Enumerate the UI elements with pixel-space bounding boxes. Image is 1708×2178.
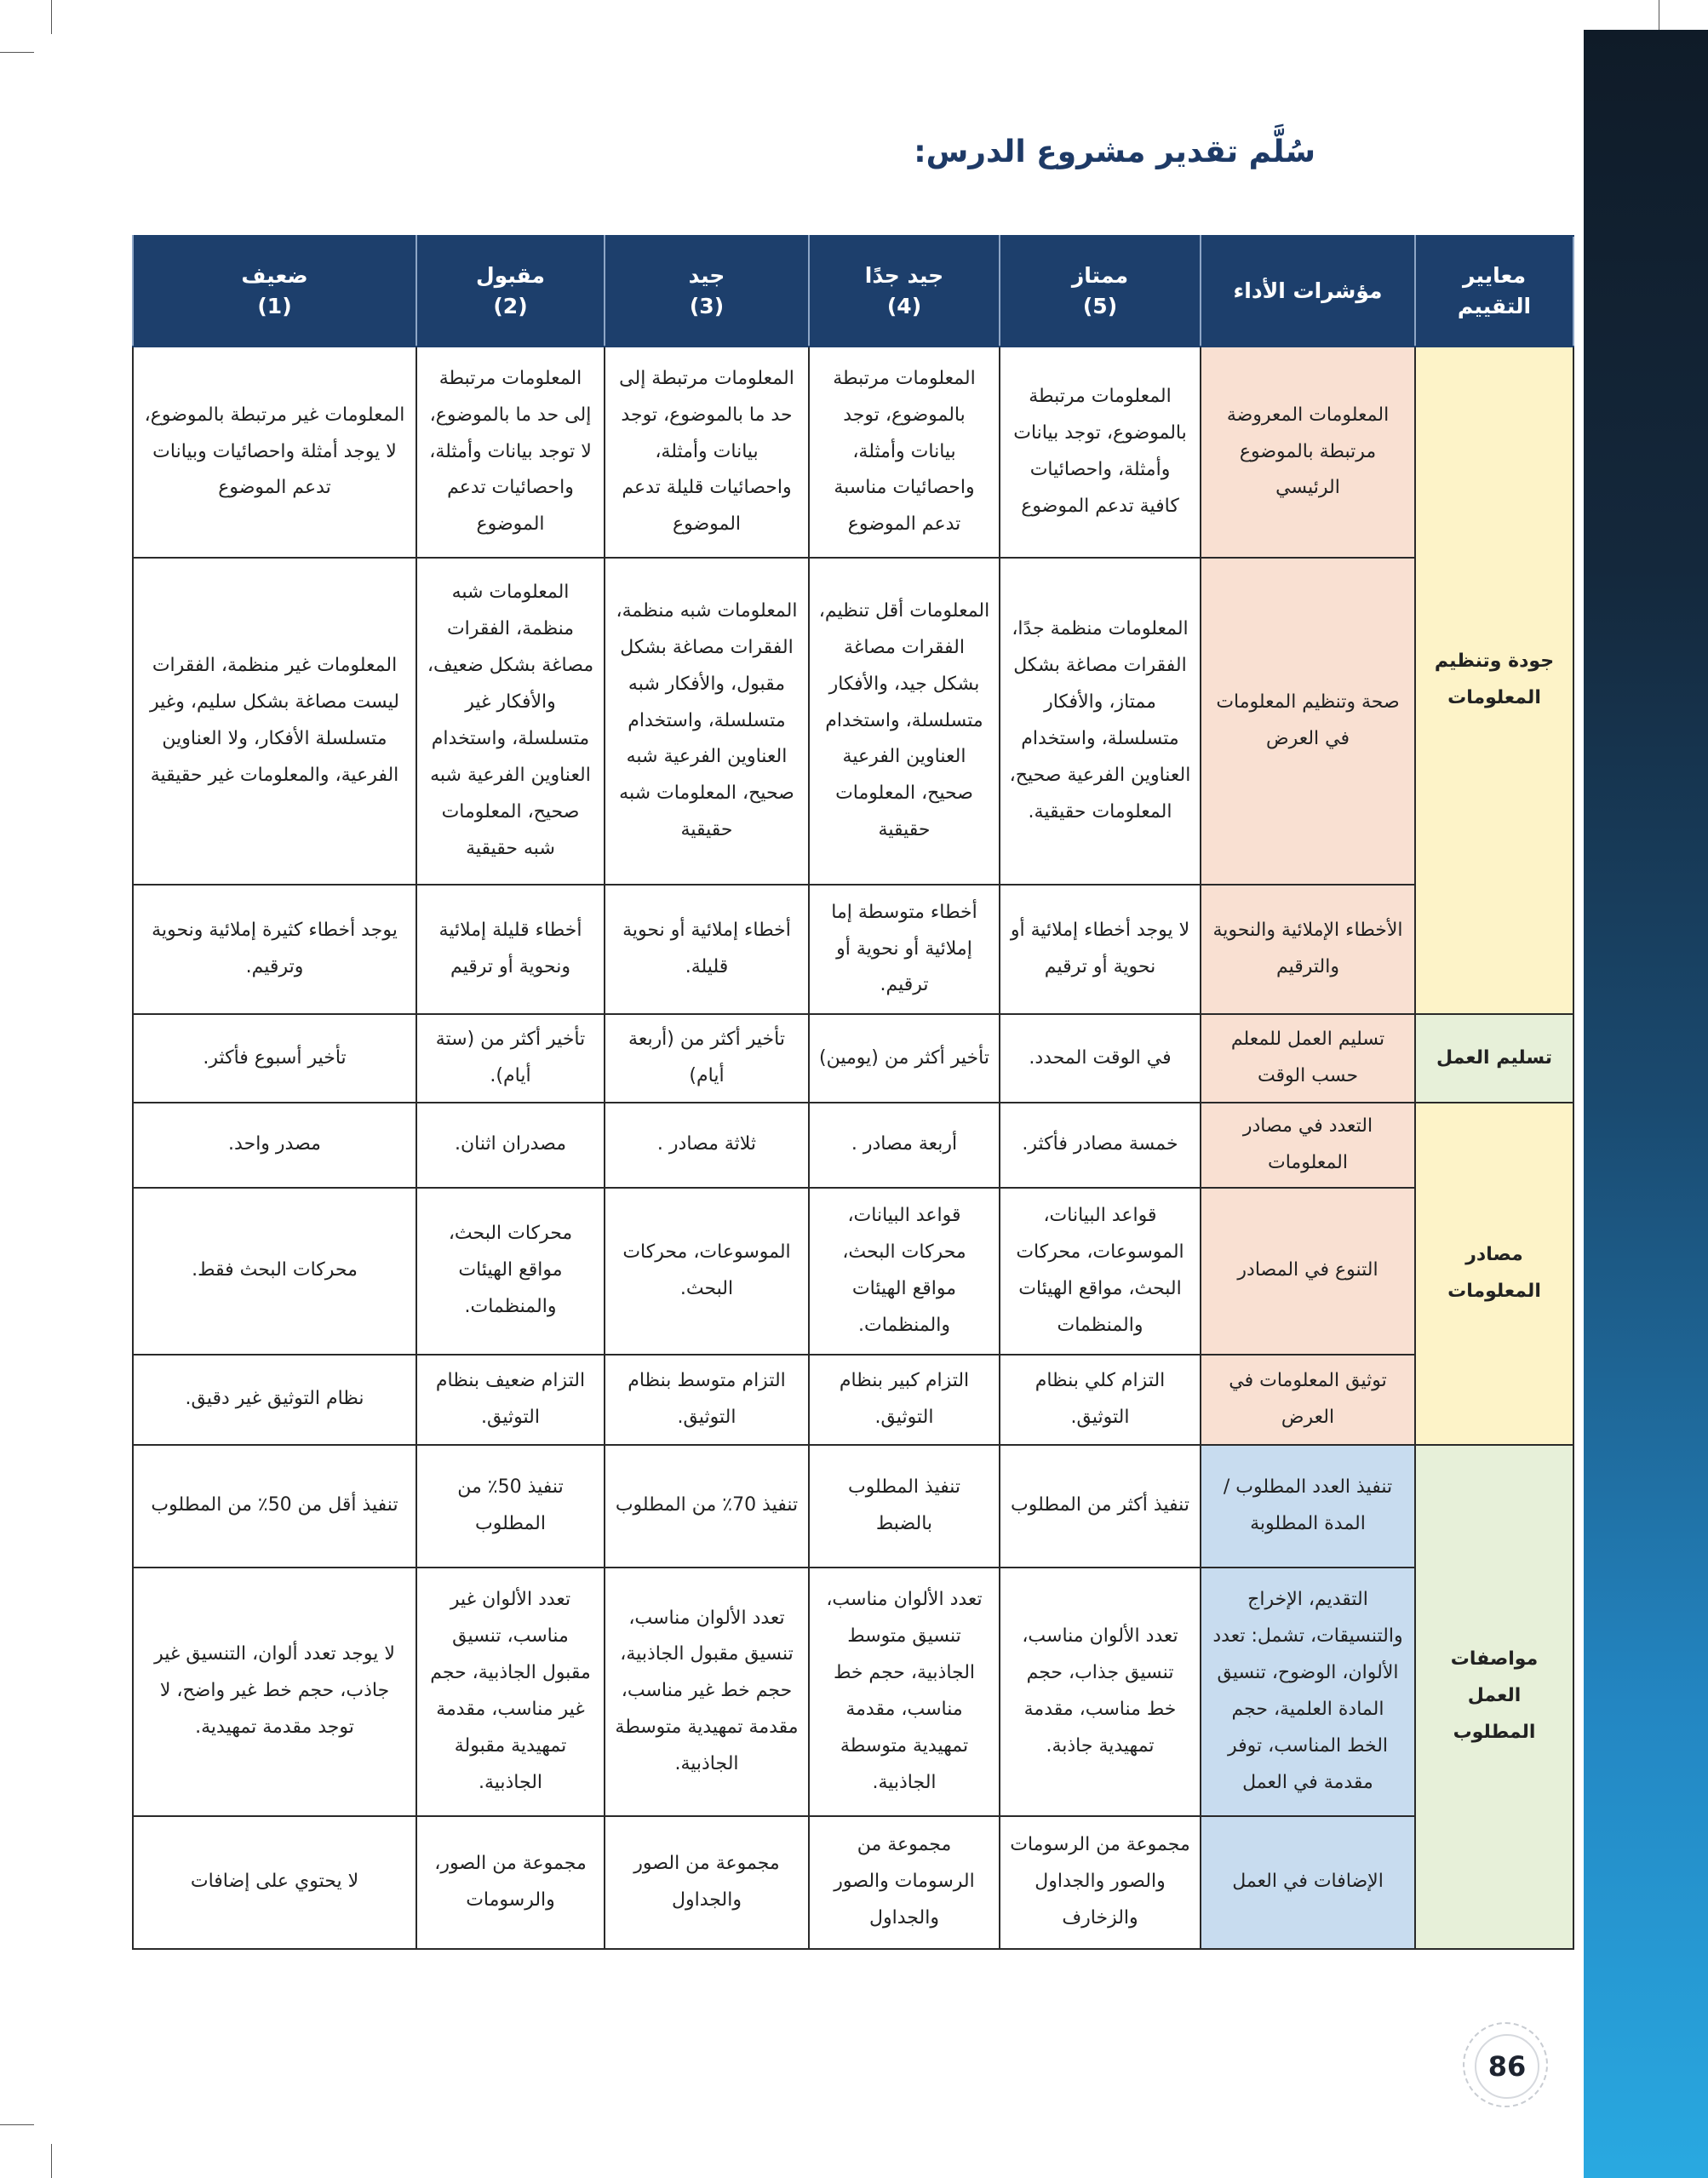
rating-cell: أربعة مصادر . [809, 1103, 1000, 1188]
header-indicators: مؤشرات الأداء [1201, 236, 1415, 347]
rating-cell: تنفيذ أكثر من المطلوب [1000, 1445, 1201, 1568]
crop-mark [51, 0, 52, 34]
rating-cell: تأخير أكثر من (أربعة أيام) [605, 1014, 809, 1103]
header-level-2: مقبول (2) [416, 236, 605, 347]
indicator-cell: التقديم، الإخراج والتنسيقات، تشمل: تعدد الألوان، الوضوح، تنسيق المادة العلمية، حجم الخط المناسب، توفر مقدمة في العمل [1201, 1568, 1415, 1816]
indicator-cell: صحة وتنظيم المعلومات في العرض [1201, 558, 1415, 885]
rating-cell: المعلومات مرتبطة بالموضوع، توجد بيانات وأمثلة، واحصائيات كافية تدعم الموضوع [1000, 347, 1201, 558]
rating-cell: أخطاء إملائية أو نحوية قليلة. [605, 885, 809, 1014]
rating-cell: المعلومات شبه منظمة، الفقرات مصاغة بشكل ضعيف، والأفكار غير متسلسلة، واستخدام العناوين الفرعية شبه صحيح، المعلومات شبه حقيقية [416, 558, 605, 885]
table-row [133, 1014, 1573, 1103]
table-row [133, 558, 1573, 885]
rating-cell: التزام كبير بنظام التوثيق. [809, 1355, 1000, 1445]
rating-cell: المعلومات غير منظمة، الفقرات ليست مصاغة بشكل سليم، وغير متسلسلة الأفكار، ولا العناوين الفرعية، والمعلومات غير حقيقية [133, 558, 416, 885]
rating-cell: مجموعة من الرسومات والصور والجداول [809, 1816, 1000, 1949]
criterion-sources: مصادر المعلومات [1415, 1103, 1573, 1445]
header-level-1: ضعيف (1) [133, 236, 416, 347]
rating-cell: المعلومات شبه منظمة، الفقرات مصاغة بشكل مقبول، والأفكار شبه متسلسلة، واستخدام العناوين الفرعية شبه صحيح، المعلومات شبه حقيقية [605, 558, 809, 885]
rating-cell: لا يوجد أخطاء إملائية أو نحوية أو ترقيم [1000, 885, 1201, 1014]
table-row [133, 1816, 1573, 1949]
indicator-cell: التعدد في مصادر المعلومات [1201, 1103, 1415, 1188]
rating-cell: تنفيذ المطلوب بالضبط [809, 1445, 1000, 1568]
rating-cell: التزام متوسط بنظام التوثيق. [605, 1355, 809, 1445]
page-title: سُلَّم تقدير مشروع الدرس: [914, 135, 1315, 169]
rating-cell: تعدد الألوان مناسب، تنسيق مقبول الجاذبية، حجم خط غير مناسب، مقدمة تمهيدية متوسطة الجاذبية. [605, 1568, 809, 1816]
rating-cell: تعدد الألوان غير مناسب، تنسيق مقبول الجاذبية، حجم غير مناسب، مقدمة تمهيدية مقبولة الجاذبية. [416, 1568, 605, 1816]
rating-cell: أخطاء قليلة إملائية ونحوية أو ترقيم [416, 885, 605, 1014]
crop-mark [51, 2144, 52, 2178]
criterion-quality: جودة وتنظيم المعلومات [1415, 347, 1573, 1014]
rating-cell: تأخير أسبوع فأكثر. [133, 1014, 416, 1103]
rating-cell: تنفيذ أقل من 50٪ من المطلوب [133, 1445, 416, 1568]
rating-cell: في الوقت المحدد. [1000, 1014, 1201, 1103]
rating-cell: تنفيذ 50٪ من المطلوب [416, 1445, 605, 1568]
rating-cell: مصدر واحد. [133, 1103, 416, 1188]
rating-cell: تأخير أكثر من (يومين) [809, 1014, 1000, 1103]
rating-cell: لا يحتوي على إضافات [133, 1816, 416, 1949]
criterion-specs: مواصفات العمل المطلوب [1415, 1445, 1573, 1949]
table-row [133, 1568, 1573, 1816]
crop-mark [0, 52, 34, 53]
indicator-cell: تنفيذ العدد المطلوب / المدة المطلوبة [1201, 1445, 1415, 1568]
rating-cell: قواعد البيانات، محركات البحث، مواقع الهيئات والمنظمات. [809, 1188, 1000, 1355]
rating-cell: مجموعة من الرسومات والصور والجداول والزخارف [1000, 1816, 1201, 1949]
indicator-cell: المعلومات المعروضة مرتبطة بالموضوع الرئيسي [1201, 347, 1415, 558]
rating-cell: التزام كلي بنظام التوثيق. [1000, 1355, 1201, 1445]
rubric-table [132, 235, 1574, 1950]
rating-cell: مصدران اثنان. [416, 1103, 605, 1188]
page-number-badge [1463, 2022, 1548, 2107]
header-level-3: جيد (3) [605, 236, 809, 347]
table-row [133, 1445, 1573, 1568]
rating-cell: تنفيذ 70٪ من المطلوب [605, 1445, 809, 1568]
crop-mark [0, 2124, 34, 2125]
indicator-cell: الإضافات في العمل [1201, 1816, 1415, 1949]
table-row [133, 1103, 1573, 1188]
rating-cell: لا يوجد تعدد ألوان، التنسيق غير جاذب، حجم خط غير واضح، لا توجد مقدمة تمهيدية. [133, 1568, 416, 1816]
indicator-cell: تسليم العمل للمعلم حسب الوقت [1201, 1014, 1415, 1103]
rating-cell: تأخير أكثر من (ستة أيام). [416, 1014, 605, 1103]
rating-cell: المعلومات منظمة جدًا، الفقرات مصاغة بشكل ممتاز، والأفكار متسلسلة، واستخدام العناوين الفرعية صحيح، المعلومات حقيقية. [1000, 558, 1201, 885]
rating-cell: المعلومات مرتبطة بالموضوع، توجد بيانات وأمثلة، واحصائيات مناسبة تدعم الموضوع [809, 347, 1000, 558]
rating-cell: تعدد الألوان مناسب، تنسيق جذاب، حجم خط مناسب، مقدمة تمهيدية جاذبة. [1000, 1568, 1201, 1816]
table-row [133, 1188, 1573, 1355]
table-row [133, 885, 1573, 1014]
header-criteria: معايير التقييم [1415, 236, 1573, 347]
rating-cell: محركات البحث، مواقع الهيئات والمنظمات. [416, 1188, 605, 1355]
rating-cell: مجموعة من الصور، والرسومات [416, 1816, 605, 1949]
table-header-row [133, 236, 1573, 347]
indicator-cell: الأخطاء الإملائية والنحوية والترقيم [1201, 885, 1415, 1014]
rating-cell: أخطاء متوسطة إما إملائية أو نحوية أو ترقيم. [809, 885, 1000, 1014]
rating-cell: المعلومات مرتبطة إلى حد ما بالموضوع، توجد بيانات وأمثلة، واحصائيات قليلة تدعم الموضوع [605, 347, 809, 558]
rating-cell: تعدد الألوان مناسب، تنسيق متوسط الجاذبية، حجم خط مناسب، مقدمة تمهيدية متوسطة الجاذبية. [809, 1568, 1000, 1816]
rating-cell: خمسة مصادر فأكثر. [1000, 1103, 1201, 1188]
rating-cell: المعلومات أقل تنظيم، الفقرات مصاغة بشكل جيد، والأفكار متسلسلة، واستخدام العناوين الفرعية صحيح، المعلومات حقيقية [809, 558, 1000, 885]
page-number: 86 [1475, 2034, 1539, 2099]
header-level-4: جيد جدًا (4) [809, 236, 1000, 347]
rating-cell: قواعد البيانات، الموسوعات، محركات البحث، مواقع الهيئات والمنظمات [1000, 1188, 1201, 1355]
criterion-delivery: تسليم العمل [1415, 1014, 1573, 1103]
rating-cell: يوجد أخطاء كثيرة إملائية ونحوية وترقيم. [133, 885, 416, 1014]
indicator-cell: التنوع في المصادر [1201, 1188, 1415, 1355]
rating-cell: ثلاثة مصادر . [605, 1103, 809, 1188]
table-row [133, 347, 1573, 558]
header-level-5: ممتاز (5) [1000, 236, 1201, 347]
side-gradient-bar [1584, 30, 1708, 2178]
rating-cell: مجموعة من الصور والجداول [605, 1816, 809, 1949]
rating-cell: الموسوعات، محركات البحث. [605, 1188, 809, 1355]
rating-cell: المعلومات مرتبطة إلى حد ما بالموضوع، لا توجد بيانات وأمثلة، واحصائيات تدعم الموضوع [416, 347, 605, 558]
table-row [133, 1355, 1573, 1445]
rating-cell: التزام ضعيف بنظام التوثيق. [416, 1355, 605, 1445]
rating-cell: نظام التوثيق غير دقيق. [133, 1355, 416, 1445]
rating-cell: محركات البحث فقط. [133, 1188, 416, 1355]
rating-cell: المعلومات غير مرتبطة بالموضوع، لا يوجد أمثلة واحصائيات وبيانات تدعم الموضوع [133, 347, 416, 558]
indicator-cell: توثيق المعلومات في العرض [1201, 1355, 1415, 1445]
